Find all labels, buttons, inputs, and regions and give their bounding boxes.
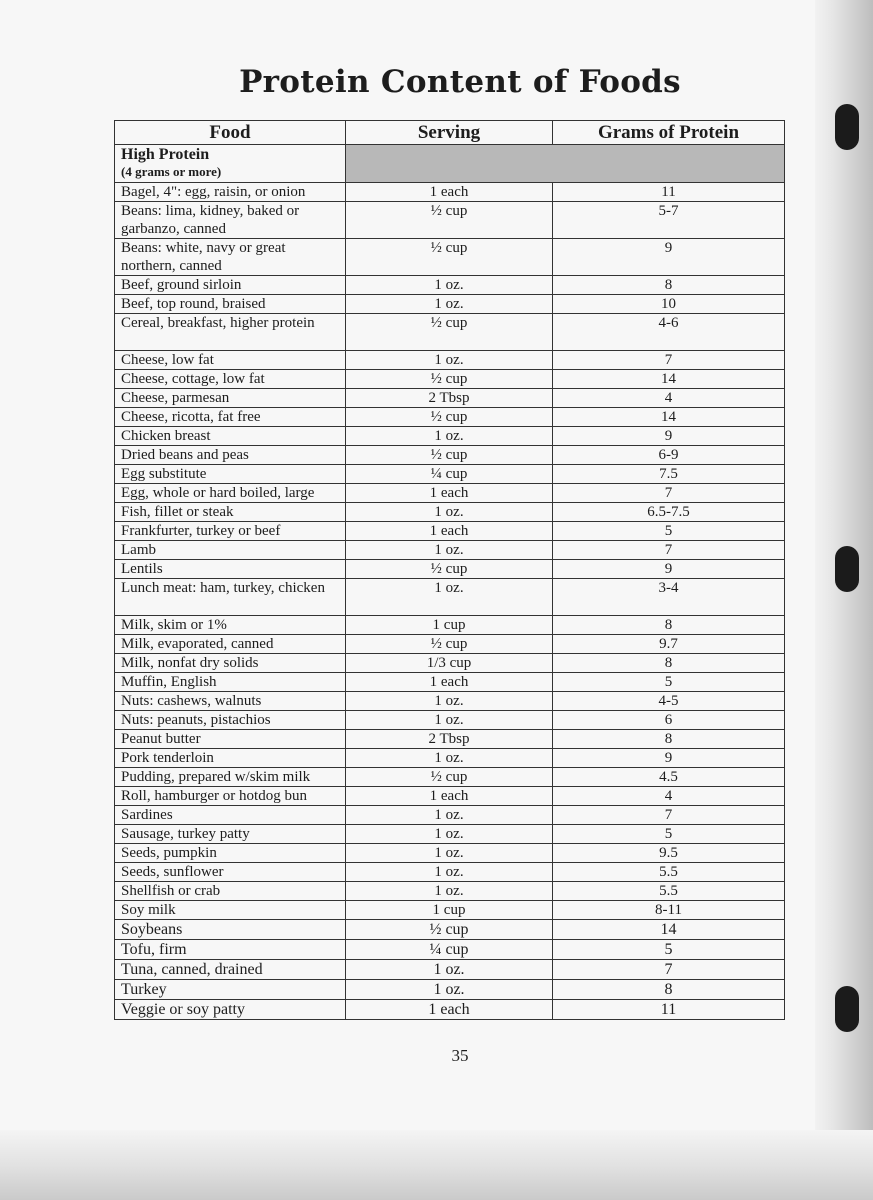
protein-cell: 7 bbox=[553, 541, 785, 560]
binder-hole-top bbox=[835, 104, 859, 150]
protein-cell: 8 bbox=[553, 730, 785, 749]
serving-cell: 1 cup bbox=[346, 616, 553, 635]
section-shaded-cell bbox=[346, 145, 785, 183]
food-cell: Lamb bbox=[115, 541, 346, 560]
protein-cell: 9 bbox=[553, 749, 785, 768]
table-row bbox=[115, 579, 785, 616]
table-row bbox=[115, 560, 785, 579]
food-cell: Pork tenderloin bbox=[115, 749, 346, 768]
food-cell: Lentils bbox=[115, 560, 346, 579]
protein-cell: 9 bbox=[553, 560, 785, 579]
food-cell: Beans: lima, kidney, baked or garbanzo, canned bbox=[115, 202, 346, 239]
food-cell: Tofu, firm bbox=[115, 940, 346, 960]
protein-cell: 6 bbox=[553, 711, 785, 730]
protein-cell: 4-6 bbox=[553, 314, 785, 351]
serving-cell: 1 oz. bbox=[346, 806, 553, 825]
food-cell: Lunch meat: ham, turkey, chicken bbox=[115, 579, 346, 616]
serving-cell: 1 oz. bbox=[346, 351, 553, 370]
serving-cell: 1 each bbox=[346, 522, 553, 541]
protein-cell: 14 bbox=[553, 920, 785, 940]
serving-cell: 1/3 cup bbox=[346, 654, 553, 673]
serving-cell: ½ cup bbox=[346, 314, 553, 351]
serving-cell: 1 oz. bbox=[346, 825, 553, 844]
serving-cell: 1 oz. bbox=[346, 427, 553, 446]
food-cell: Roll, hamburger or hotdog bun bbox=[115, 787, 346, 806]
protein-table bbox=[114, 120, 785, 1020]
page-title: Protein Content of Foods bbox=[239, 64, 681, 100]
column-header-food: Food bbox=[115, 121, 346, 145]
food-cell: Shellfish or crab bbox=[115, 882, 346, 901]
food-cell: Bagel, 4": egg, raisin, or onion bbox=[115, 183, 346, 202]
serving-cell: 1 each bbox=[346, 1000, 553, 1020]
binder-hole-middle bbox=[835, 546, 859, 592]
table-row bbox=[115, 522, 785, 541]
protein-cell: 10 bbox=[553, 295, 785, 314]
table-row bbox=[115, 239, 785, 276]
serving-cell: ½ cup bbox=[346, 768, 553, 787]
food-cell: Turkey bbox=[115, 980, 346, 1000]
page-number: 35 bbox=[451, 1046, 469, 1065]
table-row bbox=[115, 863, 785, 882]
binder-hole-bottom bbox=[835, 986, 859, 1032]
food-cell: Frankfurter, turkey or beef bbox=[115, 522, 346, 541]
table-row bbox=[115, 446, 785, 465]
serving-cell: 1 oz. bbox=[346, 503, 553, 522]
protein-cell: 5 bbox=[553, 825, 785, 844]
protein-cell: 3-4 bbox=[553, 579, 785, 616]
food-cell: Muffin, English bbox=[115, 673, 346, 692]
section-title: High Protein bbox=[121, 146, 210, 163]
serving-cell: 1 cup bbox=[346, 901, 553, 920]
table-row bbox=[115, 276, 785, 295]
food-cell: Peanut butter bbox=[115, 730, 346, 749]
table-row bbox=[115, 351, 785, 370]
serving-cell: 1 oz. bbox=[346, 295, 553, 314]
serving-cell: ½ cup bbox=[346, 920, 553, 940]
section-header-row bbox=[115, 145, 785, 183]
section-subtitle: (4 grams or more) bbox=[121, 164, 222, 179]
table-row bbox=[115, 825, 785, 844]
food-cell: Tuna, canned, drained bbox=[115, 960, 346, 980]
protein-cell: 7 bbox=[553, 351, 785, 370]
protein-cell: 5 bbox=[553, 522, 785, 541]
serving-cell: 1 each bbox=[346, 183, 553, 202]
serving-cell: 1 oz. bbox=[346, 749, 553, 768]
column-header-serving: Serving bbox=[346, 121, 553, 145]
food-cell: Cheese, parmesan bbox=[115, 389, 346, 408]
table-row bbox=[115, 920, 785, 940]
serving-cell: ¼ cup bbox=[346, 465, 553, 484]
food-cell: Pudding, prepared w/skim milk bbox=[115, 768, 346, 787]
protein-cell: 11 bbox=[553, 183, 785, 202]
food-cell: Seeds, sunflower bbox=[115, 863, 346, 882]
serving-cell: 1 oz. bbox=[346, 980, 553, 1000]
serving-cell: 1 each bbox=[346, 484, 553, 503]
protein-cell: 5.5 bbox=[553, 863, 785, 882]
table-row bbox=[115, 980, 785, 1000]
serving-cell: 1 oz. bbox=[346, 276, 553, 295]
serving-cell: 1 oz. bbox=[346, 844, 553, 863]
serving-cell: ¼ cup bbox=[346, 940, 553, 960]
table-row bbox=[115, 427, 785, 446]
table-row bbox=[115, 465, 785, 484]
table-row bbox=[115, 806, 785, 825]
column-header-protein: Grams of Protein bbox=[553, 121, 785, 145]
food-cell: Soy milk bbox=[115, 901, 346, 920]
protein-cell: 6-9 bbox=[553, 446, 785, 465]
food-cell: Beef, ground sirloin bbox=[115, 276, 346, 295]
table-row bbox=[115, 940, 785, 960]
serving-cell: ½ cup bbox=[346, 408, 553, 427]
food-cell: Soybeans bbox=[115, 920, 346, 940]
food-cell: Cheese, low fat bbox=[115, 351, 346, 370]
protein-cell: 8 bbox=[553, 654, 785, 673]
protein-cell: 8 bbox=[553, 980, 785, 1000]
table-row bbox=[115, 314, 785, 351]
table-row bbox=[115, 389, 785, 408]
serving-cell: 1 oz. bbox=[346, 882, 553, 901]
protein-cell: 7 bbox=[553, 806, 785, 825]
serving-cell: 1 oz. bbox=[346, 960, 553, 980]
food-cell: Chicken breast bbox=[115, 427, 346, 446]
table-row bbox=[115, 408, 785, 427]
protein-cell: 5.5 bbox=[553, 882, 785, 901]
food-cell: Dried beans and peas bbox=[115, 446, 346, 465]
food-cell: Beef, top round, braised bbox=[115, 295, 346, 314]
protein-cell: 7.5 bbox=[553, 465, 785, 484]
food-cell: Milk, nonfat dry solids bbox=[115, 654, 346, 673]
protein-cell: 7 bbox=[553, 484, 785, 503]
serving-cell: ½ cup bbox=[346, 560, 553, 579]
serving-cell: 1 oz. bbox=[346, 711, 553, 730]
food-cell: Milk, evaporated, canned bbox=[115, 635, 346, 654]
protein-cell: 11 bbox=[553, 1000, 785, 1020]
protein-cell: 4.5 bbox=[553, 768, 785, 787]
food-cell: Sardines bbox=[115, 806, 346, 825]
table-row bbox=[115, 730, 785, 749]
table-header-row bbox=[115, 121, 785, 145]
page-bottom-shadow bbox=[0, 1130, 873, 1200]
table-row bbox=[115, 692, 785, 711]
protein-cell: 8-11 bbox=[553, 901, 785, 920]
food-cell: Sausage, turkey patty bbox=[115, 825, 346, 844]
table-row bbox=[115, 503, 785, 522]
protein-cell: 9 bbox=[553, 427, 785, 446]
protein-cell: 8 bbox=[553, 616, 785, 635]
food-cell: Egg, whole or hard boiled, large bbox=[115, 484, 346, 503]
food-cell: Cheese, cottage, low fat bbox=[115, 370, 346, 389]
protein-cell: 7 bbox=[553, 960, 785, 980]
table-row bbox=[115, 673, 785, 692]
protein-cell: 14 bbox=[553, 370, 785, 389]
protein-cell: 8 bbox=[553, 276, 785, 295]
table-row bbox=[115, 787, 785, 806]
table-row bbox=[115, 202, 785, 239]
table-row bbox=[115, 960, 785, 980]
table-row bbox=[115, 749, 785, 768]
serving-cell: 2 Tbsp bbox=[346, 730, 553, 749]
food-cell: Egg substitute bbox=[115, 465, 346, 484]
protein-cell: 9.7 bbox=[553, 635, 785, 654]
serving-cell: ½ cup bbox=[346, 239, 553, 276]
food-cell: Nuts: peanuts, pistachios bbox=[115, 711, 346, 730]
protein-cell: 5 bbox=[553, 940, 785, 960]
food-cell: Nuts: cashews, walnuts bbox=[115, 692, 346, 711]
food-cell: Beans: white, navy or great northern, canned bbox=[115, 239, 346, 276]
food-cell: Milk, skim or 1% bbox=[115, 616, 346, 635]
table-row bbox=[115, 370, 785, 389]
protein-cell: 6.5-7.5 bbox=[553, 503, 785, 522]
protein-cell: 4 bbox=[553, 787, 785, 806]
table-row bbox=[115, 541, 785, 560]
table-row bbox=[115, 654, 785, 673]
serving-cell: 1 oz. bbox=[346, 863, 553, 882]
table-row bbox=[115, 635, 785, 654]
table-row bbox=[115, 768, 785, 787]
serving-cell: 1 each bbox=[346, 787, 553, 806]
serving-cell: 1 oz. bbox=[346, 692, 553, 711]
serving-cell: 1 oz. bbox=[346, 579, 553, 616]
protein-cell: 9 bbox=[553, 239, 785, 276]
serving-cell: ½ cup bbox=[346, 202, 553, 239]
table-row bbox=[115, 901, 785, 920]
food-cell: Seeds, pumpkin bbox=[115, 844, 346, 863]
table-row bbox=[115, 1000, 785, 1020]
table-row bbox=[115, 711, 785, 730]
protein-cell: 5-7 bbox=[553, 202, 785, 239]
serving-cell: ½ cup bbox=[346, 446, 553, 465]
serving-cell: 2 Tbsp bbox=[346, 389, 553, 408]
table-row bbox=[115, 844, 785, 863]
protein-cell: 9.5 bbox=[553, 844, 785, 863]
table-row bbox=[115, 616, 785, 635]
protein-cell: 14 bbox=[553, 408, 785, 427]
serving-cell: ½ cup bbox=[346, 635, 553, 654]
food-cell: Cheese, ricotta, fat free bbox=[115, 408, 346, 427]
food-cell: Fish, fillet or steak bbox=[115, 503, 346, 522]
table-row bbox=[115, 882, 785, 901]
table-row bbox=[115, 484, 785, 503]
protein-cell: 5 bbox=[553, 673, 785, 692]
food-cell: Veggie or soy patty bbox=[115, 1000, 346, 1020]
food-cell: Cereal, breakfast, higher protein bbox=[115, 314, 346, 351]
section-header-cell bbox=[115, 145, 346, 183]
serving-cell: 1 each bbox=[346, 673, 553, 692]
table-row bbox=[115, 295, 785, 314]
serving-cell: ½ cup bbox=[346, 370, 553, 389]
protein-cell: 4 bbox=[553, 389, 785, 408]
protein-cell: 4-5 bbox=[553, 692, 785, 711]
serving-cell: 1 oz. bbox=[346, 541, 553, 560]
table-row bbox=[115, 183, 785, 202]
table-body bbox=[115, 145, 785, 1020]
